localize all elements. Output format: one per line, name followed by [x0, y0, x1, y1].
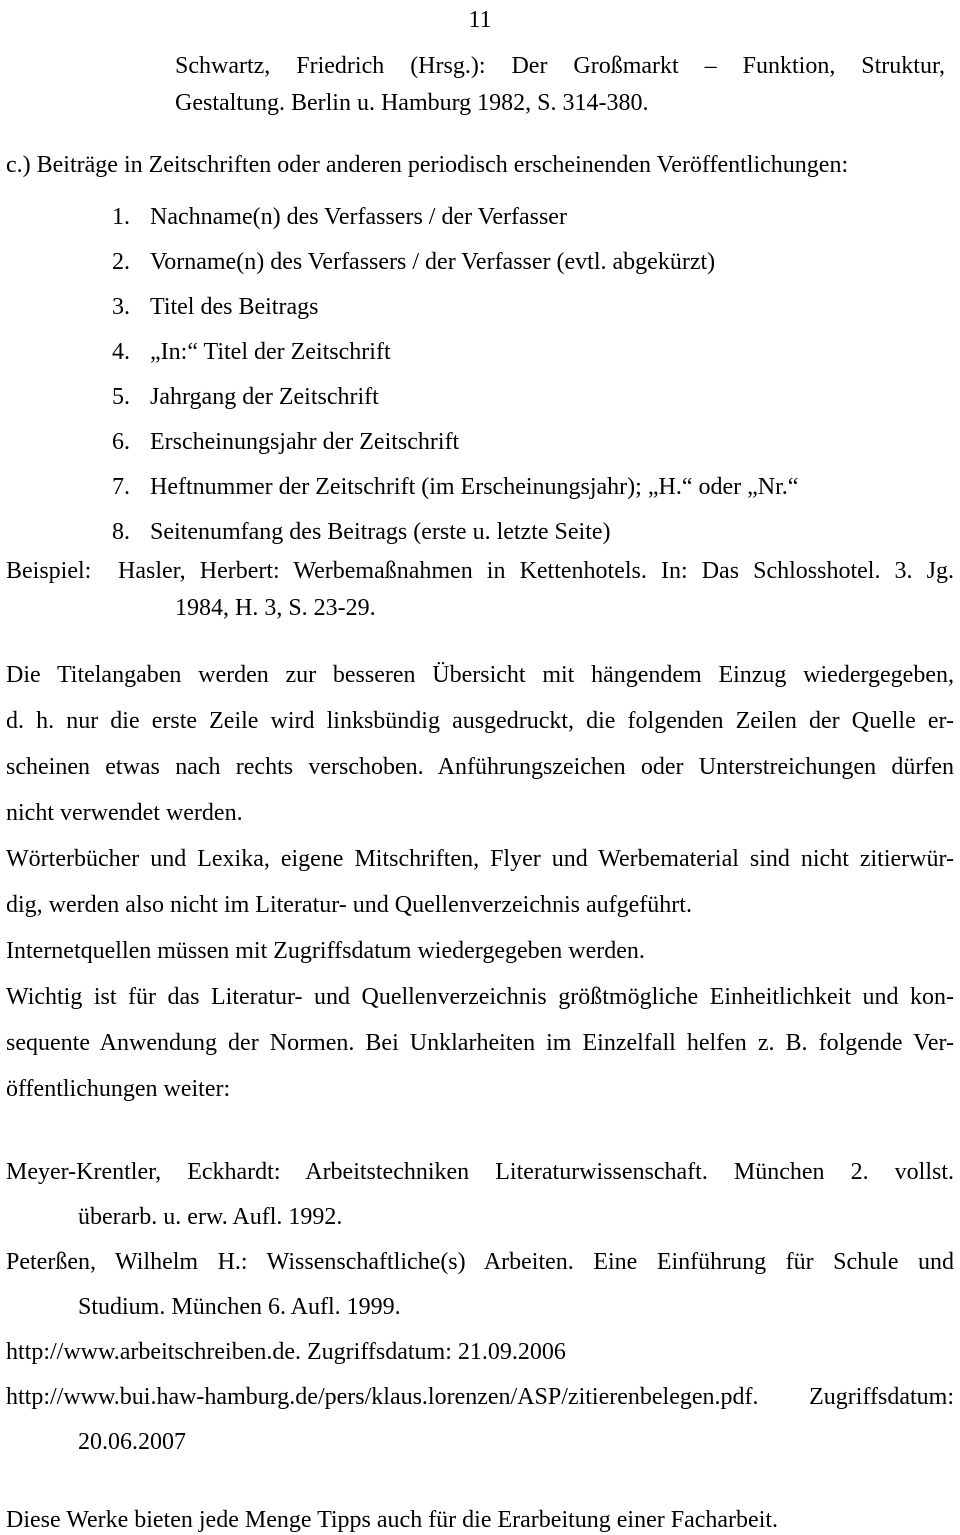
- list-item-number: 1.: [112, 204, 130, 230]
- reference-line: Studium. München 6. Aufl. 1999.: [78, 1294, 401, 1320]
- reference-line: http://www.arbeitschreiben.de. Zugriffsdatum: 21.09.2006: [6, 1339, 566, 1365]
- reference-petersen: [6, 1240, 954, 1330]
- reference-line: Gestaltung. Berlin u. Hamburg 1982, S. 314-380.: [175, 90, 649, 116]
- list-item-text: Titel des Beitrags: [150, 294, 319, 320]
- reference-schwartz: [175, 48, 945, 122]
- citation-elements-list: [6, 195, 954, 555]
- reference-line: http://www.bui.haw-hamburg.de/pers/klaus.lorenzen/ASP/zitierenbelegen.pdf. Zugriffsdatum:: [6, 1384, 954, 1410]
- reference-meyer-krentler: [6, 1150, 954, 1240]
- list-item-number: 2.: [112, 249, 130, 275]
- list-item: [6, 375, 954, 420]
- list-item-number: 7.: [112, 474, 130, 500]
- example-label: Beispiel:: [6, 558, 92, 584]
- closing-sentence: Diese Werke bieten jede Menge Tipps auch für die Erarbeitung einer Facharbeit.: [6, 1507, 779, 1533]
- reference-url-haw-hamburg: [6, 1375, 954, 1465]
- reference-url-arbeitschreiben: [6, 1330, 954, 1375]
- list-item-text: Nachname(n) des Verfassers / der Verfasser: [150, 204, 567, 230]
- reference-line: Schwartz, Friedrich (Hrsg.): Der Großmarkt – Funktion, Struktur,: [175, 53, 945, 79]
- text-line: Internetquellen müssen mit Zugriffsdatum wiedergegeben werden.: [6, 938, 645, 964]
- list-item-text: Erscheinungsjahr der Zeitschrift: [150, 429, 460, 455]
- example-text-line: Hasler, Herbert: Werbemaßnahmen in Kettenhotels. In: Das Schlosshotel. 3. Jg.: [118, 558, 954, 584]
- text-line: d. h. nur die erste Zeile wird linksbündig ausgedruckt, die folgenden Zeilen der Quelle er-: [6, 708, 954, 734]
- list-item-number: 8.: [112, 519, 130, 545]
- text-line: dig, werden also nicht im Literatur- und Quellenverzeichnis aufgeführt.: [6, 892, 692, 918]
- page-number: 11: [468, 7, 492, 33]
- list-item-number: 6.: [112, 429, 130, 455]
- reference-line: 20.06.2007: [78, 1429, 186, 1455]
- further-references: [6, 1150, 954, 1465]
- text-line: scheinen etwas nach rechts verschoben. Anführungszeichen oder Unterstreichungen dürfen: [6, 754, 954, 780]
- list-item-text: Seitenumfang des Beitrags (erste u. letzte Seite): [150, 519, 611, 545]
- list-item-text: Heftnummer der Zeitschrift (im Erscheinungsjahr); „H.“ oder „Nr.“: [150, 474, 799, 500]
- text-line: sequente Anwendung der Normen. Bei Unklarheiten im Einzelfall helfen z. B. folgende Ver-: [6, 1030, 954, 1056]
- list-item: [6, 240, 954, 285]
- reference-line: Meyer-Krentler, Eckhardt: Arbeitstechniken Literaturwissenschaft. München 2. vollst.: [6, 1159, 954, 1185]
- list-item-text: „In:“ Titel der Zeitschrift: [150, 339, 391, 365]
- list-item-number: 5.: [112, 384, 130, 410]
- reference-line: überarb. u. erw. Aufl. 1992.: [78, 1204, 343, 1230]
- example-text-line: 1984, H. 3, S. 23-29.: [175, 595, 376, 621]
- list-item: [6, 195, 954, 240]
- example-row: [6, 553, 954, 590]
- list-item: [6, 510, 954, 555]
- text-line: Wichtig ist für das Literatur- und Quellenverzeichnis größtmögliche Einheitlichkeit und kon-: [6, 984, 954, 1010]
- example-block: [6, 553, 954, 627]
- text-line: Wörterbücher und Lexika, eigene Mitschriften, Flyer und Werbematerial sind nicht zitierwür-: [6, 846, 954, 872]
- list-item-number: 3.: [112, 294, 130, 320]
- list-item-text: Jahrgang der Zeitschrift: [150, 384, 379, 410]
- list-item: [6, 465, 954, 510]
- list-item-number: 4.: [112, 339, 130, 365]
- body-text: [6, 652, 954, 1112]
- list-item: [6, 285, 954, 330]
- list-item: [6, 330, 954, 375]
- reference-line: Peterßen, Wilhelm H.: Wissenschaftliche(s) Arbeiten. Eine Einführung für Schule und: [6, 1249, 954, 1275]
- text-line: nicht verwendet werden.: [6, 800, 243, 826]
- text-line: öffentlichungen weiter:: [6, 1076, 231, 1102]
- list-item-text: Vorname(n) des Verfassers / der Verfasser (evtl. abgekürzt): [150, 249, 716, 275]
- text-line: Die Titelangaben werden zur besseren Übersicht mit hängendem Einzug wiedergegeben,: [6, 662, 954, 688]
- section-c-heading: c.) Beiträge in Zeitschriften oder anderen periodisch erscheinenden Veröffentlichungen:: [6, 152, 849, 178]
- list-item: [6, 420, 954, 465]
